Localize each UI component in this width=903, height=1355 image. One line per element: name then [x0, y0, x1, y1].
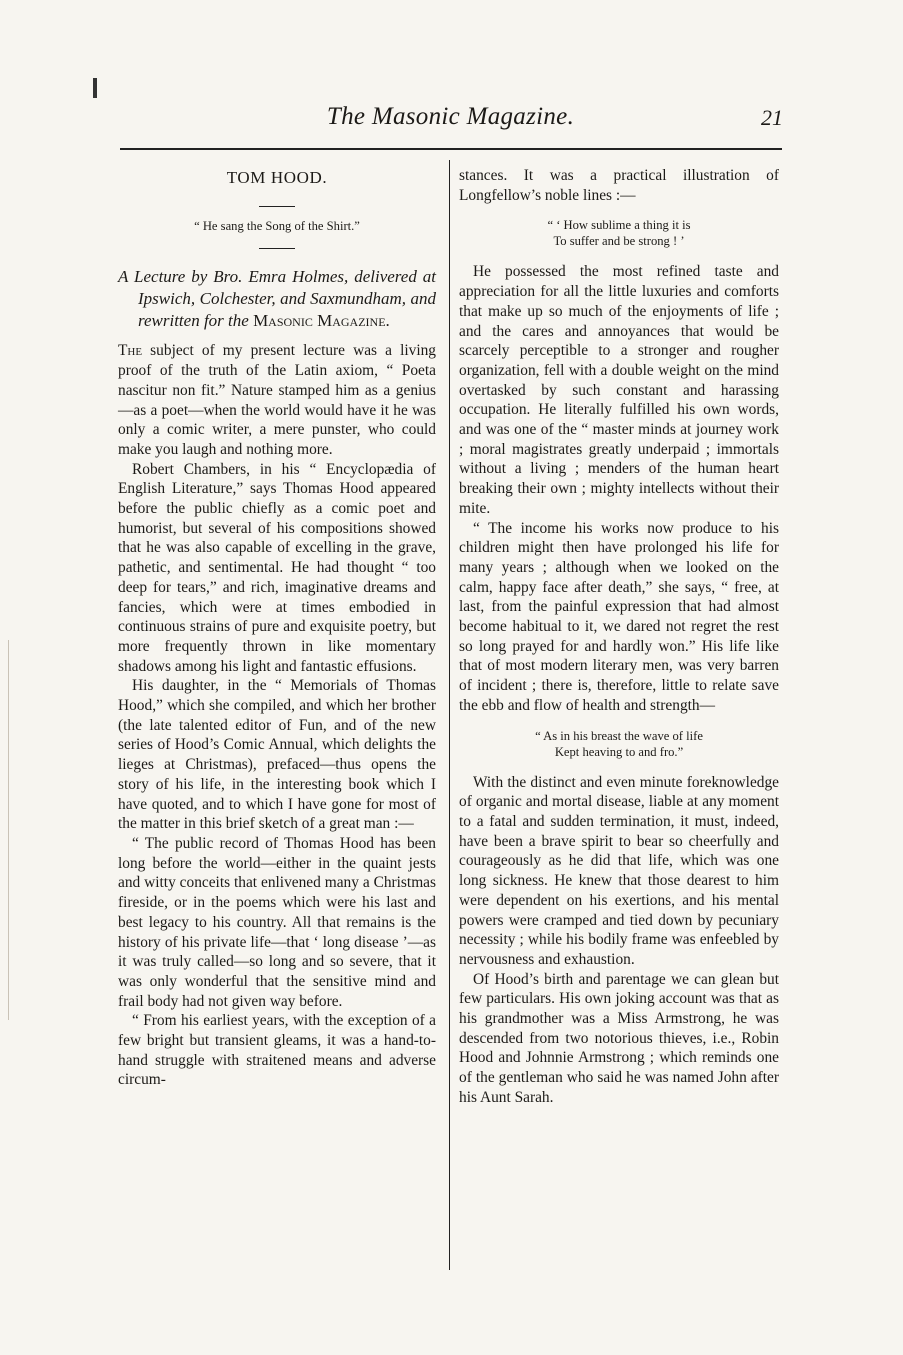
- paragraph: [118, 341, 436, 459]
- verse-line: Kept heaving to and fro.”: [554, 744, 684, 759]
- paragraph: Of Hood’s birth and parentage we can glean but few particulars. His own joking account was that as his grandmother was a Miss Armstrong, he was descended from two notorious thieves, i.e., Robin Hood and Johnnie Armstrong ; which reminds one of the gentleman who said he was named John after his Aunt Sarah.: [459, 970, 779, 1106]
- column-divider: [449, 160, 450, 1270]
- byline-magazine: Masonic Magazine.: [253, 311, 390, 331]
- epigraph-rule: [259, 248, 295, 249]
- paragraph: stances. It was a practical illustration of Longfellow’s noble lines :—: [459, 167, 779, 204]
- paragraph: “ The public record of Thomas Hood has been long before the world—either in the quaint jests and witty conceits that enlivened many a Christmas fireside, or in the poems which were his last and best legacy to his country. All that remains is the history of his private life—that ‘ long disease ’—as it was truly called—so long and so severe, that it was only wonderful that the sensitive mind and frail body had not given way before.: [118, 834, 436, 1010]
- left-column: [118, 160, 436, 1090]
- paragraph: His daughter, in the “ Memorials of Thomas Hood,” which she compiled, and which her brother (the late talented editor of Fun, and of the new series of Hood’s Comic Annual, which delights the lieges at Christmas), prefaced—thus opens the story of his life, in the interesting book which I have quoted, and to which I have gone for most of the matter in this brief sketch of a great man :—: [118, 677, 436, 833]
- page-edge-shadow: [8, 640, 9, 1020]
- right-column: [459, 160, 779, 1108]
- byline-text: A Lecture by Bro. Emra Holmes, delivered at Ipswich, Colchester, and Saxmundham, and rewritten for the: [118, 267, 436, 331]
- verse-line: “ As in his breast the wave of life: [535, 728, 703, 743]
- epigraph: “ He sang the Song of the Shirt.”: [194, 218, 360, 233]
- paragraph: Robert Chambers, in his “ Encyclopædia of English Literature,” says Thomas Hood appeared before the public chiefly as a comic poet and humorist, but several of his compositions showed that he was also capable of excelling in the grave, pathetic, and sentimental. He had thought “ too deep for tears,” and rich, imaginative dreams and fancies, which were at times embodied in continuous strains of pure and exquisite poetry, but more frequently thrown in like momentary shadows among his light and fantastic effusions.: [118, 460, 436, 675]
- drop-word: The: [118, 342, 143, 360]
- paragraph-text: subject of my present lecture was a living proof of the truth of the Latin axiom, “ Poeta nascitur non fit.” Nature stamped him as a genius—as a poet—when the world would have it he was only a comic writer, a mere punster, who could make you laugh and nothing more.: [118, 342, 436, 458]
- page-header: [118, 103, 783, 133]
- paragraph: With the distinct and even minute foreknowledge of organic and mortal disease, liable at any moment to a fatal and sudden termination, it must, indeed, have been a brave spirit to bear so cheerfully and courageously as he did that life, which was one long sickness. He knew that those dearest to him were dependent on his exertions, and his mental powers were cramped and tied down by pecuniary necessity ; while his bodily frame was enfeebled by nervousness and exhaustion.: [459, 773, 779, 968]
- verse-line: To suffer and be strong ! ’: [553, 234, 685, 249]
- paragraph: “ The income his works now produce to his children might then have prolonged his life for many years ; although when we looked on the calm, happy face after death,” she says, “ free, at last, from the painful expression that had almost become habitual to it, we dared not regret the rest so long prayed for and hardly won.” His life like that of most modern literary men, was very barren of incident ; there is, therefore, little to relate save the ebb and flow of health and strength—: [459, 519, 779, 714]
- article-title: TOM HOOD.: [226, 168, 328, 187]
- page-number: 21: [761, 105, 783, 130]
- verse-quote: [459, 728, 779, 760]
- byline: [118, 266, 436, 332]
- paragraph: “ From his earliest years, with the exception of a few bright but transient gleams, it was a hand-to-hand struggle with straitened means and adverse circum-: [118, 1012, 436, 1089]
- verse-line: “ ‘ How sublime a thing it is: [547, 218, 691, 233]
- header-rule: [120, 148, 782, 150]
- title-rule: [259, 206, 295, 207]
- paragraph: He possessed the most refined taste and appreciation for all the little luxuries and comforts that make up so much of the enjoyments of life ; and the cares and annoyances that would be scarcely perceptible to a stronger and rougher organization, fell with a double weight on the mind overtasked by such constant and harassing occupation. He literally fulfilled his own words, and was one of the “ master minds at journey work ; moral magistrates greatly underpaid ; immortals without a living ; menders of the human heart breaking their own ; mighty intellects without their mite.: [459, 263, 779, 517]
- running-title: The Masonic Magazine.: [326, 103, 575, 130]
- margin-mark: [93, 78, 97, 98]
- verse-quote: [459, 217, 779, 249]
